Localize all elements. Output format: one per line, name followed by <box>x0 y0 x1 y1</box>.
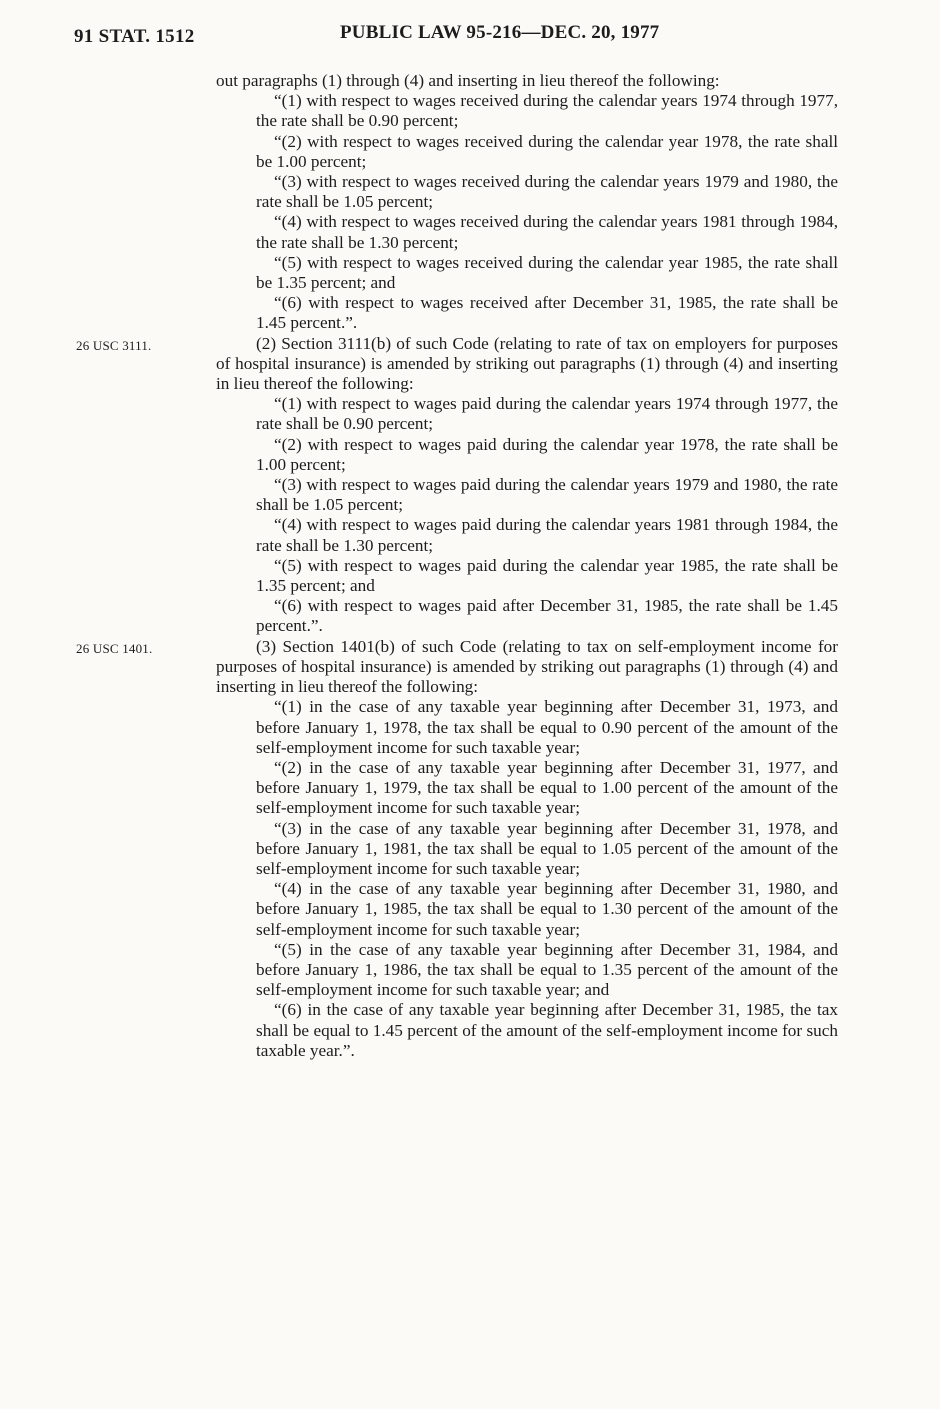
paragraph-1-clause: “(2) with respect to wages received during the calendar year 1978, the rate shall be 1.00 percent; <box>256 131 838 171</box>
margin-note-26-usc-1401: 26 USC 1401. <box>76 640 153 656</box>
paragraph-1-clause: “(3) with respect to wages received during the calendar years 1979 and 1980, the rate shall be 1.05 percent; <box>256 172 838 212</box>
section-3-clause: “(1) in the case of any taxable year beginning after December 31, 1973, and before January 1, 1978, the tax shall be equal to 0.90 percent of the amount of the self-employment income for such taxable year; <box>256 697 838 757</box>
section-2-clause: “(6) with respect to wages paid after December 31, 1985, the rate shall be 1.45 percent.”. <box>256 596 838 636</box>
margin-note-26-usc-3111: 26 USC 3111. <box>76 337 152 353</box>
section-2-clause: “(3) with respect to wages paid during the calendar years 1979 and 1980, the rate shall be 1.05 percent; <box>256 475 838 515</box>
document-body <box>76 71 838 1061</box>
section-3-clause: “(6) in the case of any taxable year beginning after December 31, 1985, the tax shall be equal to 1.45 percent of the amount of the self-employment income for such taxable year.”. <box>256 1000 838 1060</box>
page-header-title: PUBLIC LAW 95-216—DEC. 20, 1977 <box>340 22 660 43</box>
paragraph-1-clause: “(1) with respect to wages received during the calendar years 1974 through 1977, the rate shall be 0.90 percent; <box>256 91 838 131</box>
paragraph-1-clause: “(4) with respect to wages received during the calendar years 1981 through 1984, the rate shall be 1.30 percent; <box>256 212 838 252</box>
section-2-clause: “(1) with respect to wages paid during the calendar years 1974 through 1977, the rate shall be 0.90 percent; <box>256 394 838 434</box>
section-3-paragraph <box>76 636 838 698</box>
section-3-clause: “(2) in the case of any taxable year beginning after December 31, 1977, and before January 1, 1979, the tax shall be equal to 1.00 percent of the amount of the self-employment income for such taxable year; <box>256 757 838 818</box>
section-3-text: (3) Section 1401(b) of such Code (relating to tax on self-employment income for purposes of hospital insurance) is amended by striking out paragraphs (1) through (4) and inserting in lieu thereof the following: <box>216 636 838 697</box>
section-3-clause: “(5) in the case of any taxable year beginning after December 31, 1984, and before January 1, 1986, the tax shall be equal to 1.35 percent of the amount of the self-employment income for such taxable year; and <box>256 939 838 1000</box>
section-3-clause: “(4) in the case of any taxable year beginning after December 31, 1980, and before January 1, 1985, the tax shall be equal to 1.30 percent of the amount of the self-employment income for such taxable year; <box>256 879 838 939</box>
statute-page-reference: 91 STAT. 1512 <box>74 26 195 47</box>
section-2-paragraph <box>76 333 838 395</box>
section-2-clause: “(4) with respect to wages paid during the calendar years 1981 through 1984, the rate shall be 1.30 percent; <box>256 515 838 555</box>
intro-continuation: out paragraphs (1) through (4) and inserting in lieu thereof the following: <box>216 71 720 90</box>
section-2-text: (2) Section 3111(b) of such Code (relating to rate of tax on employers for purposes of hospital insurance) is amended by striking out paragraphs (1) through (4) and inserting in lieu thereof the following: <box>216 333 838 394</box>
paragraph-1-clause: “(5) with respect to wages received during the calendar year 1985, the rate shall be 1.35 percent; and <box>256 252 838 293</box>
section-3-clause: “(3) in the case of any taxable year beginning after December 31, 1978, and before January 1, 1981, the tax shall be equal to 1.05 percent of the amount of the self-employment income for such taxable year; <box>256 818 838 878</box>
paragraph-1-clause: “(6) with respect to wages received after December 31, 1985, the rate shall be 1.45 percent.”. <box>256 293 838 333</box>
section-2-clause: “(5) with respect to wages paid during the calendar year 1985, the rate shall be 1.35 percent; and <box>256 555 838 596</box>
section-2-clause: “(2) with respect to wages paid during the calendar year 1978, the rate shall be 1.00 percent; <box>256 434 838 474</box>
